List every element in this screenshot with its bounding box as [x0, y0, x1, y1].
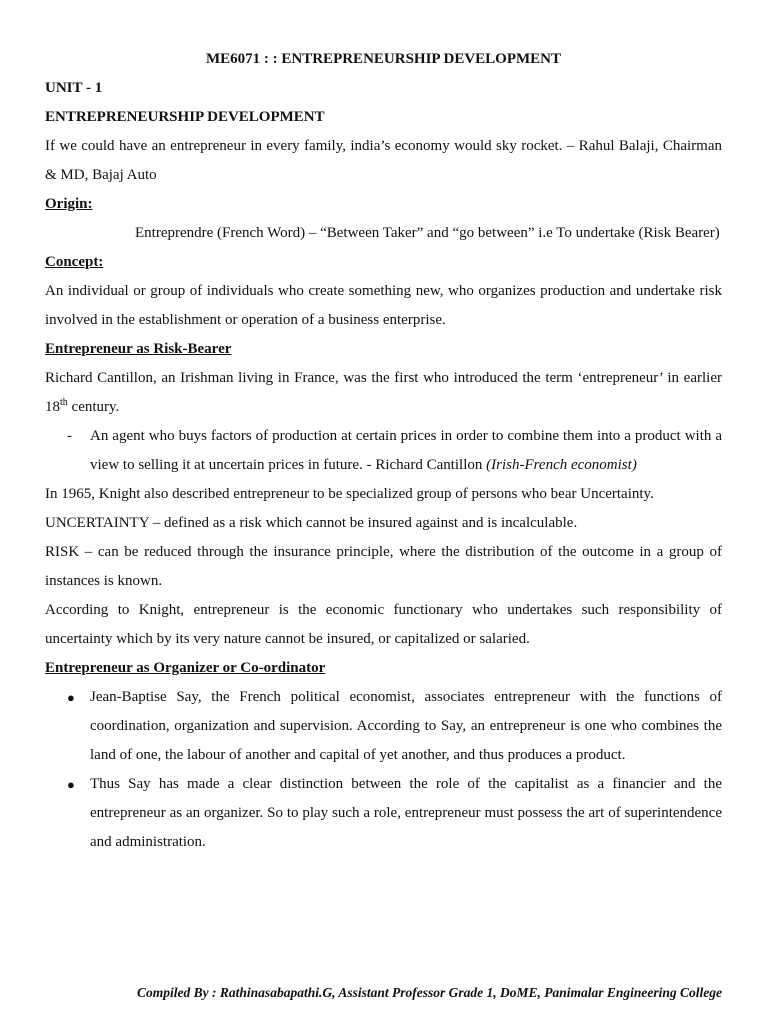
agent-definition: An agent who buys factors of production at certain prices in order to combine them into a product with a view to selling it at uncertain prices in future. - Richard Cantillon	[90, 428, 722, 473]
concept-heading: Concept:	[45, 254, 104, 270]
unit-title: ENTREPRENEURSHIP DEVELOPMENT	[45, 109, 325, 125]
knight-functionary: According to Knight, entrepreneur is the economic functionary who undertakes such responsibility of uncertainty which by its very nature cannot be insured, or capitalized or salaried.	[45, 602, 722, 647]
organizer-heading: Entrepreneur as Organizer or Co-ordinator	[45, 660, 326, 676]
dash-item-text	[90, 422, 722, 480]
page-footer: Compiled By : Rathinasabapathi.G, Assistant Professor Grade 1, DoME, Panimalar Engineering College	[137, 985, 722, 1000]
bullet-marker: ●	[67, 690, 75, 705]
origin-heading: Origin:	[45, 196, 93, 212]
dash-list-item	[45, 422, 722, 480]
risk-definition: RISK – can be reduced through the insurance principle, where the distribution of the outcome in a group of instances is known.	[45, 544, 722, 589]
concept-text: An individual or group of individuals who create something new, who organizes production and undertake risk involved in the establishment or operation of a business enterprise.	[45, 283, 722, 328]
course-title: ME6071 : : ENTREPRENEURSHIP DEVELOPMENT	[205, 51, 562, 67]
unit-label: UNIT - 1	[45, 80, 103, 96]
knight-1965: In 1965, Knight also described entrepreneur to be specialized group of persons who bear Uncertainty.	[45, 486, 654, 502]
bullet-text: Thus Say has made a clear distinction between the role of the capitalist as a financier and the entrepreneur as an organizer. So to play such a role, entrepreneur must possess the art of superintendence and administration.	[90, 776, 722, 850]
bullet-text: Jean-Baptise Say, the French political economist, associates entrepreneur with the functions of coordination, organization and supervision. According to Say, an entrepreneur is one who combines the land of one, the labour of another and capital of yet another, and thus produces a product.	[90, 689, 722, 763]
ordinal-suffix: th	[60, 397, 68, 408]
origin-text: Entreprendre (French Word) – “Between Taker” and “go between” i.e To undertake (Risk Bearer)	[135, 225, 720, 241]
agent-attribution: (Irish-French economist)	[486, 457, 637, 473]
cantillon-intro	[45, 364, 722, 422]
bullet-marker: ●	[67, 777, 75, 792]
bullet-list-item	[45, 683, 722, 770]
cantillon-intro-end: century.	[67, 399, 120, 415]
risk-bearer-heading: Entrepreneur as Risk-Bearer	[45, 341, 232, 357]
dash-marker: -	[67, 428, 72, 444]
opening-quote: If we could have an entrepreneur in every family, india’s economy would sky rocket. – Rahul Balaji, Chairman & MD, Bajaj Auto	[45, 138, 722, 183]
uncertainty-definition: UNCERTAINTY – defined as a risk which cannot be insured against and is incalculable.	[45, 515, 578, 531]
cantillon-intro-text: Richard Cantillon, an Irishman living in France, was the first who introduced the term ‘entrepreneur’ in earlier 18	[45, 370, 722, 415]
bullet-list-item	[45, 770, 722, 857]
